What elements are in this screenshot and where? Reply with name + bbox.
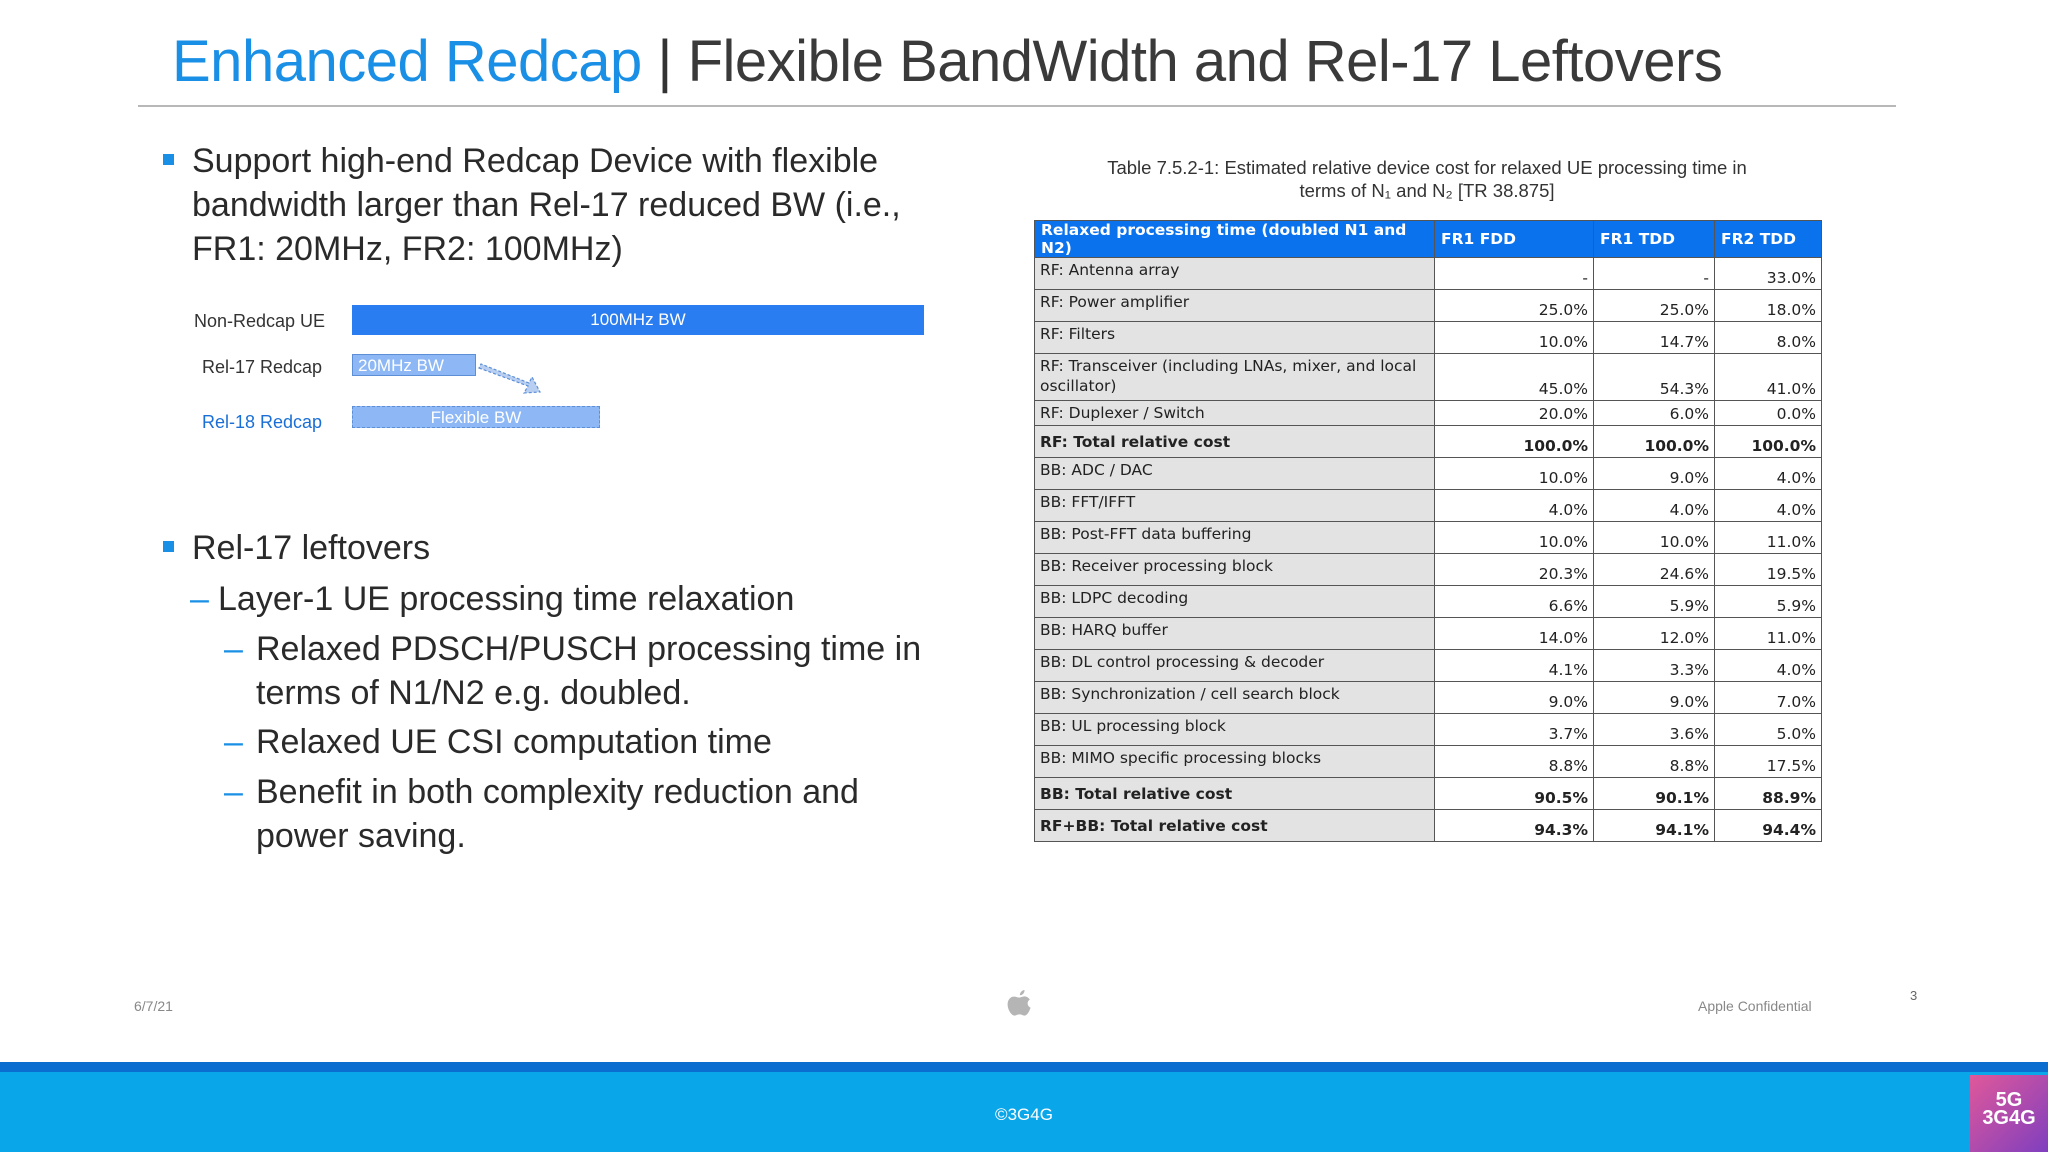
row-label: RF: Power amplifier <box>1035 290 1435 322</box>
cell-fr2tdd: 0.0% <box>1715 401 1822 426</box>
sub-item-benefit <box>256 770 859 858</box>
cell-fr2tdd: 88.9% <box>1715 778 1822 810</box>
row-label: BB: LDPC decoding <box>1035 586 1435 618</box>
cell-fr1tdd: 10.0% <box>1594 522 1715 554</box>
title-divider <box>138 105 1896 107</box>
cell-fr2tdd: 5.9% <box>1715 586 1822 618</box>
bw-label-rel17: Rel-17 Redcap <box>202 357 323 377</box>
cell-fr2tdd: 17.5% <box>1715 746 1822 778</box>
bullet-square-icon <box>163 541 174 552</box>
sub-bullet-l1-processing: Layer-1 UE processing time relaxation <box>218 580 795 618</box>
cell-fr1tdd: 94.1% <box>1594 810 1715 842</box>
cell-fr1fdd: 4.0% <box>1435 490 1594 522</box>
column-header: FR2 TDD <box>1715 221 1822 258</box>
dash-icon: – <box>224 630 243 668</box>
bullet-square-icon <box>163 154 174 165</box>
table-row <box>1035 458 1822 490</box>
bullet-line: Support high-end Redcap Device with flexible <box>192 142 879 180</box>
cell-fr1tdd: 12.0% <box>1594 618 1715 650</box>
dash-icon: – <box>224 773 243 811</box>
cell-fr2tdd: 4.0% <box>1715 650 1822 682</box>
cell-fr1fdd: 94.3% <box>1435 810 1594 842</box>
table-row <box>1035 258 1822 290</box>
row-label: BB: ADC / DAC <box>1035 458 1435 490</box>
row-label: BB: HARQ buffer <box>1035 618 1435 650</box>
cell-fr1fdd: 10.0% <box>1435 322 1594 354</box>
table-row <box>1035 682 1822 714</box>
column-header: FR1 FDD <box>1435 221 1594 258</box>
cell-fr1tdd: 8.8% <box>1594 746 1715 778</box>
table-row <box>1035 650 1822 682</box>
cell-fr2tdd: 5.0% <box>1715 714 1822 746</box>
sub-item-relaxed-pdsch <box>256 627 921 715</box>
cell-fr2tdd: 41.0% <box>1715 354 1822 401</box>
row-label: RF: Total relative cost <box>1035 426 1435 458</box>
table-row <box>1035 554 1822 586</box>
column-header: FR1 TDD <box>1594 221 1715 258</box>
copyright-text: ©3G4G <box>995 1105 1053 1124</box>
row-label: RF: Filters <box>1035 322 1435 354</box>
table-row <box>1035 322 1822 354</box>
table-row-total <box>1035 810 1822 842</box>
slide-title <box>172 28 1722 95</box>
table-header-row <box>1035 221 1822 258</box>
logo-text-bottom: 3G4G <box>1982 1107 2036 1129</box>
table-row <box>1035 490 1822 522</box>
cell-fr2tdd: 19.5% <box>1715 554 1822 586</box>
table-row <box>1035 401 1822 426</box>
cell-fr2tdd: 11.0% <box>1715 522 1822 554</box>
title-separator: | <box>657 29 672 94</box>
bullet-line: Benefit in both complexity reduction and <box>256 773 859 811</box>
row-label: BB: DL control processing & decoder <box>1035 650 1435 682</box>
table-row <box>1035 714 1822 746</box>
expand-arrow-icon <box>476 362 546 400</box>
row-label: BB: Synchronization / cell search block <box>1035 682 1435 714</box>
row-label: BB: MIMO specific processing blocks <box>1035 746 1435 778</box>
page-number: 3 <box>1910 988 1918 1003</box>
bw-label-non-redcap: Non-Redcap UE <box>194 311 326 331</box>
cost-table <box>1034 220 1822 842</box>
cell-fr2tdd: 4.0% <box>1715 490 1822 522</box>
cell-fr1tdd: 3.6% <box>1594 714 1715 746</box>
cell-fr2tdd: 8.0% <box>1715 322 1822 354</box>
sub-item-relaxed-csi: Relaxed UE CSI computation time <box>256 723 772 761</box>
cell-fr1fdd: 4.1% <box>1435 650 1594 682</box>
title-rest: Flexible BandWidth and Rel-17 Leftovers <box>687 29 1723 94</box>
cell-fr1fdd: 20.0% <box>1435 401 1594 426</box>
row-label: BB: FFT/IFFT <box>1035 490 1435 522</box>
cell-fr1tdd: 5.9% <box>1594 586 1715 618</box>
row-label: BB: Total relative cost <box>1035 778 1435 810</box>
cell-fr1fdd: 25.0% <box>1435 290 1594 322</box>
dash-icon: – <box>224 723 243 761</box>
cell-fr1tdd: 14.7% <box>1594 322 1715 354</box>
row-label: BB: Receiver processing block <box>1035 554 1435 586</box>
cell-fr1tdd: 6.0% <box>1594 401 1715 426</box>
cell-fr1fdd: 45.0% <box>1435 354 1594 401</box>
cell-fr1fdd: 14.0% <box>1435 618 1594 650</box>
cell-fr1tdd: 100.0% <box>1594 426 1715 458</box>
dash-icon: – <box>190 580 209 618</box>
cell-fr1tdd: 24.6% <box>1594 554 1715 586</box>
bullet-line: bandwidth larger than Rel-17 reduced BW (i.e., <box>192 186 901 224</box>
title-accent: Enhanced Redcap <box>172 29 642 94</box>
cell-fr1fdd: 8.8% <box>1435 746 1594 778</box>
row-label: RF+BB: Total relative cost <box>1035 810 1435 842</box>
bullet-line: Relaxed PDSCH/PUSCH processing time in <box>256 630 922 668</box>
cell-fr1fdd: 100.0% <box>1435 426 1594 458</box>
bullet-line: power saving. <box>256 817 466 855</box>
bw-bar-100mhz: 100MHz BW <box>352 305 924 335</box>
row-label: RF: Transceiver (including LNAs, mixer, and local oscillator) <box>1035 354 1435 401</box>
cell-fr1tdd: 4.0% <box>1594 490 1715 522</box>
caption-line: terms of N₁ and N₂ [TR 38.875] <box>1299 180 1555 201</box>
cell-fr1fdd: - <box>1435 258 1594 290</box>
table-row <box>1035 522 1822 554</box>
cell-fr2tdd: 7.0% <box>1715 682 1822 714</box>
bullet-rel17-leftovers: Rel-17 leftovers <box>192 529 431 567</box>
cell-fr1tdd: 3.3% <box>1594 650 1715 682</box>
row-label: RF: Duplexer / Switch <box>1035 401 1435 426</box>
table-row-total <box>1035 426 1822 458</box>
cell-fr2tdd: 18.0% <box>1715 290 1822 322</box>
bullet-flexible-bw <box>192 139 901 271</box>
column-header: Relaxed processing time (doubled N1 and N2) <box>1035 221 1435 258</box>
bw-bar-20mhz: 20MHz BW <box>352 354 476 376</box>
cell-fr1fdd: 9.0% <box>1435 682 1594 714</box>
cell-fr1fdd: 90.5% <box>1435 778 1594 810</box>
row-label: RF: Antenna array <box>1035 258 1435 290</box>
footer-band-accent <box>0 1062 2048 1072</box>
cell-fr2tdd: 94.4% <box>1715 810 1822 842</box>
apple-logo-icon <box>1004 988 1034 1022</box>
cell-fr1tdd: 90.1% <box>1594 778 1715 810</box>
row-label: BB: Post-FFT data buffering <box>1035 522 1435 554</box>
footer-confidential: Apple Confidential <box>1698 998 1812 1014</box>
cell-fr1tdd: 54.3% <box>1594 354 1715 401</box>
cell-fr1fdd: 10.0% <box>1435 522 1594 554</box>
cell-fr1fdd: 20.3% <box>1435 554 1594 586</box>
table-row-total <box>1035 778 1822 810</box>
table-row <box>1035 290 1822 322</box>
cell-fr2tdd: 100.0% <box>1715 426 1822 458</box>
cell-fr2tdd: 33.0% <box>1715 258 1822 290</box>
cell-fr2tdd: 11.0% <box>1715 618 1822 650</box>
caption-line: Table 7.5.2-1: Estimated relative device cost for relaxed UE processing time in <box>1107 157 1747 178</box>
cell-fr1fdd: 10.0% <box>1435 458 1594 490</box>
bullet-line: FR1: 20MHz, FR2: 100MHz) <box>192 230 623 268</box>
cell-fr1tdd: - <box>1594 258 1715 290</box>
brand-logo <box>1970 1075 2048 1152</box>
row-label: BB: UL processing block <box>1035 714 1435 746</box>
table-row <box>1035 746 1822 778</box>
logo-text-top: 5G <box>1995 1089 2023 1111</box>
cell-fr1tdd: 9.0% <box>1594 682 1715 714</box>
cell-fr1tdd: 9.0% <box>1594 458 1715 490</box>
footer-date: 6/7/21 <box>134 998 173 1014</box>
bw-label-rel18: Rel-18 Redcap <box>202 412 323 432</box>
bw-bar-flexible: Flexible BW <box>352 406 600 428</box>
cell-fr2tdd: 4.0% <box>1715 458 1822 490</box>
table-caption <box>1034 156 1820 202</box>
table-row <box>1035 618 1822 650</box>
cell-fr1fdd: 6.6% <box>1435 586 1594 618</box>
bullet-line: terms of N1/N2 e.g. doubled. <box>256 674 691 712</box>
table-row <box>1035 354 1822 401</box>
cell-fr1tdd: 25.0% <box>1594 290 1715 322</box>
table-row <box>1035 586 1822 618</box>
cell-fr1fdd: 3.7% <box>1435 714 1594 746</box>
